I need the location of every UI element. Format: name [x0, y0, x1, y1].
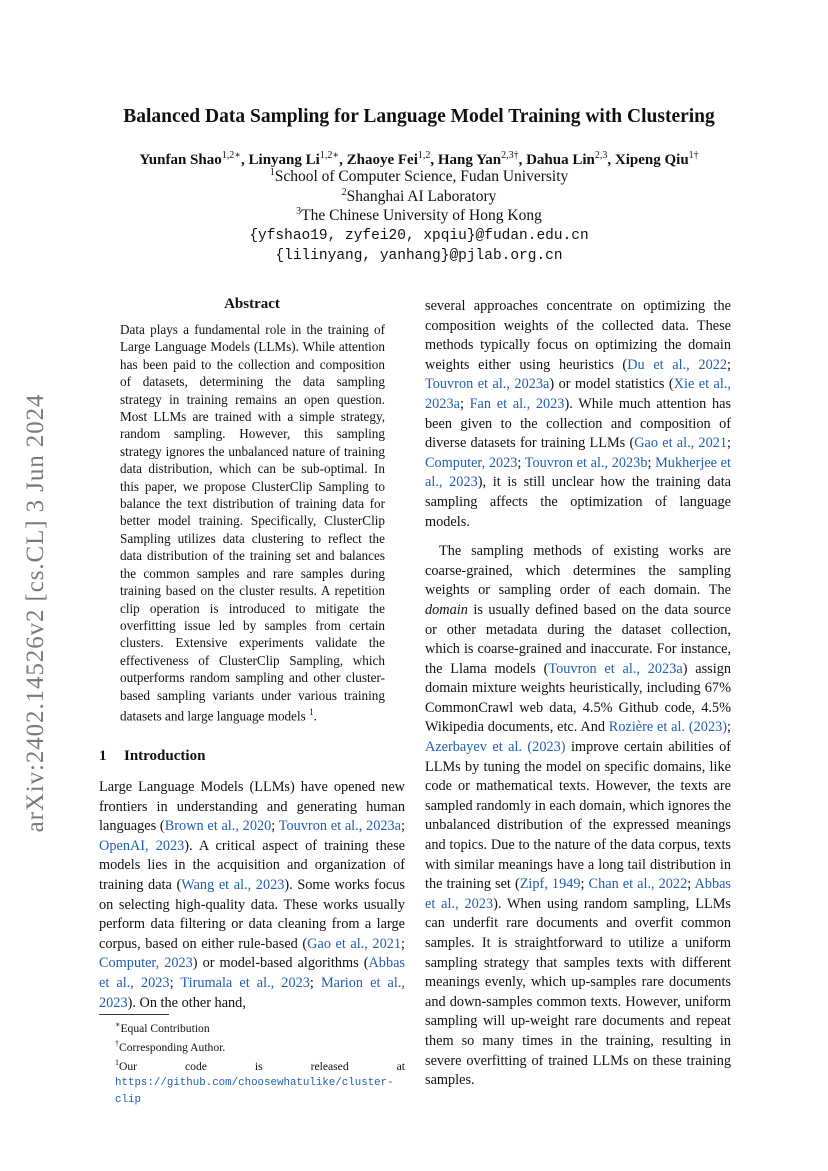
- citation-link[interactable]: Brown et al., 2020: [164, 818, 272, 835]
- footnote-equal-contribution: [99, 1017, 405, 1036]
- author-affiliation-mark: 2,3†: [501, 150, 519, 161]
- author: [438, 152, 519, 168]
- citation-link[interactable]: Touvron et al., 2023a: [548, 660, 683, 677]
- citation-link[interactable]: Gao et al., 2021: [307, 935, 402, 952]
- affiliation-2: [60, 187, 778, 206]
- author: [139, 152, 241, 168]
- intro-paragraph-2: several approaches concentrate on optimizing the composition weights of the collected data. These methods typically focus on optimizing the domain weights either using heuristics (Du et al., 2022; Touvron et al., 2023a) or model statistics (Xie et al., 2023a; Fan et al., 2023). While much attention has been given to the collection and composition of diverse datasets for training LLMs (Gao et al., 2021; Computer, 2023; Touvron et al., 2023b; Mukherjee et al., 2023), it is still unclear how the training data sampling affects the optimization of language models.: [425, 298, 732, 530]
- email-line-2: {lilinyang, yanhang}@pjlab.org.cn: [275, 248, 563, 264]
- author-name: Xipeng Qiu: [614, 152, 689, 168]
- affiliation-mark: 3: [296, 206, 302, 217]
- citation-link[interactable]: Computer, 2023: [425, 454, 518, 471]
- affiliation-mark: 2: [341, 187, 347, 198]
- citation-link[interactable]: Abbas et al., 2023: [425, 876, 731, 912]
- citation-link[interactable]: Xie et al., 2023a: [425, 376, 731, 412]
- author-name: Yunfan Shao: [139, 152, 222, 168]
- citation-link[interactable]: Touvron et al., 2023a: [425, 376, 550, 393]
- author: [249, 152, 340, 168]
- citation-link[interactable]: Mukherjee et al., 2023: [425, 454, 731, 491]
- affiliation-text: The Chinese University of Hong Kong: [301, 207, 542, 225]
- footnote-corresponding-author: [99, 1036, 405, 1055]
- arxiv-identifier: arXiv:2402.14526v2 [cs.CL] 3 Jun 2024: [22, 393, 49, 833]
- author: [347, 152, 431, 168]
- author-name: Zhaoye Fei: [346, 152, 418, 168]
- intro-right-column: [425, 297, 731, 1091]
- citation-link[interactable]: Computer, 2023: [99, 955, 193, 972]
- abstract-heading: Abstract: [224, 296, 280, 312]
- citation-link[interactable]: Touvron et al., 2023b: [524, 454, 648, 471]
- footnote-mark: ∗: [115, 1020, 121, 1029]
- citation-link[interactable]: Tirumala et al., 2023: [180, 974, 310, 991]
- emphasis: domain: [425, 601, 468, 618]
- author-name: Dahua Lin: [526, 152, 595, 168]
- citation-link[interactable]: Chan et al., 2022: [588, 876, 688, 893]
- section-number: 1: [99, 748, 107, 764]
- footnote-divider: [99, 1014, 169, 1015]
- author: [615, 152, 699, 168]
- citation-link[interactable]: Fan et al., 2023: [469, 395, 565, 412]
- intro-paragraph-3: The sampling methods of existing works are coarse-grained, which determines the sampling weights or sampling order of each domain. The domain is usually defined based on the data source or other metadata during the dataset collection, which is coarse-grained and inaccurate. For instance, the Llama models (Touvron et al., 2023a) assign domain mixture weights heuristically, including 67% CommonCrawl web data, 4.5% Github code, 4.5% Wikipedia documents, etc. And Rozière et al. (2023); Azerbayev et al. (2023) improve certain abilities of LLMs by tuning the model on specific domains, like code or mathematical texts. However, the texts are sampled randomly in each domain, which ignores the unbalanced distribution of the expressed meanings and topics. Due to the nature of the data corpus, texts with similar meanings have a long tail distribution in the training set (Zipf, 1949; Chan et al., 2022; Abbas et al., 2023). When using random sampling, LLMs can underfit rare documents and overfit common samples. It is straightforward to utilize a uniform sampling strategy that samples texts with different meanings evenly, which up-samples rare documents and down-samples common texts. However, uniform sampling will up-weight rare documents and repeat them so many times in the training, resulting in severe overfitting of trained LLMs on these training samples.: [425, 543, 731, 1089]
- intro-left-column: [99, 778, 405, 1013]
- footnote-text: Our code is released at: [119, 1059, 405, 1073]
- citation-link[interactable]: Gao et al., 2021: [634, 435, 728, 452]
- author-affiliation-mark: 1,2∗: [319, 150, 340, 161]
- citation-link[interactable]: Marion et al., 2023: [99, 974, 406, 1011]
- affiliation-text: Shanghai AI Laboratory: [346, 188, 497, 206]
- citation-link[interactable]: Azerbayev et al. (2023): [425, 739, 566, 756]
- author-name: Hang Yan: [437, 152, 502, 168]
- abstract-text: Data plays a fundamental role in the training of Large Language Models (LLMs). While attention has been paid to the collection and composition of datasets, determining the data sampling strategy in training remains an open question. Most LLMs are trained with a simple strategy, random sampling. However, this sampling strategy ignores the unbalanced nature of training data distribution, which can be sub-optimal. In this paper, we propose ClusterClip Sampling to balance the text distribution of training data for better model training. Specifically, ClusterClip Sampling utilizes data clustering to reflect the data distribution of the training set and balances the common samples and rare samples during training based on the cluster results. A repetition clip operation is introduced to mitigate the overfitting issue led by samples from certain clusters. Extensive experiments validate the effectiveness of ClusterClip Sampling, which outperforms random sampling and other cluster-based sampling variants under various training datasets and large language models: [120, 322, 385, 724]
- citation-link[interactable]: Wang et al., 2023: [181, 876, 285, 893]
- affiliation-1: [60, 167, 778, 186]
- affiliation-text: School of Computer Science, Fudan University: [274, 168, 569, 186]
- code-repository-link[interactable]: https://github.com/choosewhatulike/cluster-clip: [115, 1077, 394, 1107]
- citation-link[interactable]: Rozière et al. (2023): [608, 719, 728, 736]
- author-name: Linyang Li: [248, 152, 320, 168]
- citation-link[interactable]: Zipf, 1949: [519, 876, 581, 893]
- citation-link[interactable]: Touvron et al., 2023a: [278, 818, 401, 835]
- footnote-text: Equal Contribution: [120, 1021, 210, 1035]
- author-affiliation-mark: 1,2: [417, 150, 431, 161]
- arxiv-side-stamp: [16, 378, 56, 848]
- paper-title: Balanced Data Sampling for Language Model Training with Clustering: [123, 106, 715, 127]
- citation-link[interactable]: Du et al., 2022: [627, 356, 728, 373]
- affiliation-mark: 1: [269, 167, 275, 178]
- citation-link[interactable]: OpenAI, 2023: [99, 837, 185, 854]
- section-heading-introduction: [99, 748, 205, 765]
- intro-paragraph-1: Large Language Models (LLMs) have opened new frontiers in understanding and generating human languages (Brown et al., 2020; Touvron et al., 2023a; OpenAI, 2023). A critical aspect of training these models lies in the acquisition and organization of training data (Wang et al., 2023). Some works focus on selecting high-quality data. These works usually perform data filtering or data cleaning from a large corpus, based on either rule-based (Gao et al., 2021; Computer, 2023) or model-based algorithms (Abbas et al., 2023; Tirumala et al., 2023; Marion et al., 2023). On the other hand,: [99, 779, 406, 1011]
- footnote-mark: 1: [309, 706, 314, 717]
- footnote-text: Corresponding Author.: [119, 1040, 226, 1054]
- affiliation-3: [60, 206, 778, 225]
- footnotes: [99, 1017, 405, 1109]
- author-affiliation-mark: 1,2∗: [221, 150, 242, 161]
- author-affiliation-mark: 1†: [688, 150, 699, 161]
- author-list: Yunfan Shao$^{1,2∗}$, Linyang $Li^{1,2∗}$, Zhaoye Fei$^{1,2}$, Hang Yan$^{2,3\dagger}$, Dahua Lin$^{2,3}$, Xipeng Qiu$^{1\dagger}$: [139, 150, 699, 168]
- author: [526, 152, 607, 168]
- footnote-mark: 1: [115, 1058, 119, 1068]
- email-line-1: {yfshao19, zyfei20, xpqiu}@fudan.edu.cn: [249, 228, 589, 244]
- author-affiliation-mark: 2,3: [594, 150, 608, 161]
- section-title: Introduction: [124, 748, 206, 764]
- footnote-code-release: [99, 1055, 405, 1108]
- citation-link[interactable]: Abbas et al., 2023: [99, 955, 405, 991]
- abstract-body: Data plays a fundamental role in the training of Large Language Models (LLMs). While attention has been paid to the collection and composition of datasets, determining the data sampling strategy in training remains an open question. Most LLMs are trained with a simple strategy, random sampling. However, this sampling strategy ignores the unbalanced nature of training data distribution, which can be sub-optimal. In this paper, we propose ClusterClip Sampling to balance the text distribution of training data for better model training. Specifically, ClusterClip Sampling utilizes data clustering to reflect the data distribution of the training set and balances the common samples and rare samples during training based on the cluster results. A repetition clip operation is introduced to mitigate the overfitting issue led by samples from certain clusters. Extensive experiments validate the effectiveness of ClusterClip Sampling, which outperforms random sampling and other cluster-based sampling variants under various training datasets and large language models $^1$.: [120, 322, 385, 724]
- footnote-mark: †: [115, 1039, 119, 1049]
